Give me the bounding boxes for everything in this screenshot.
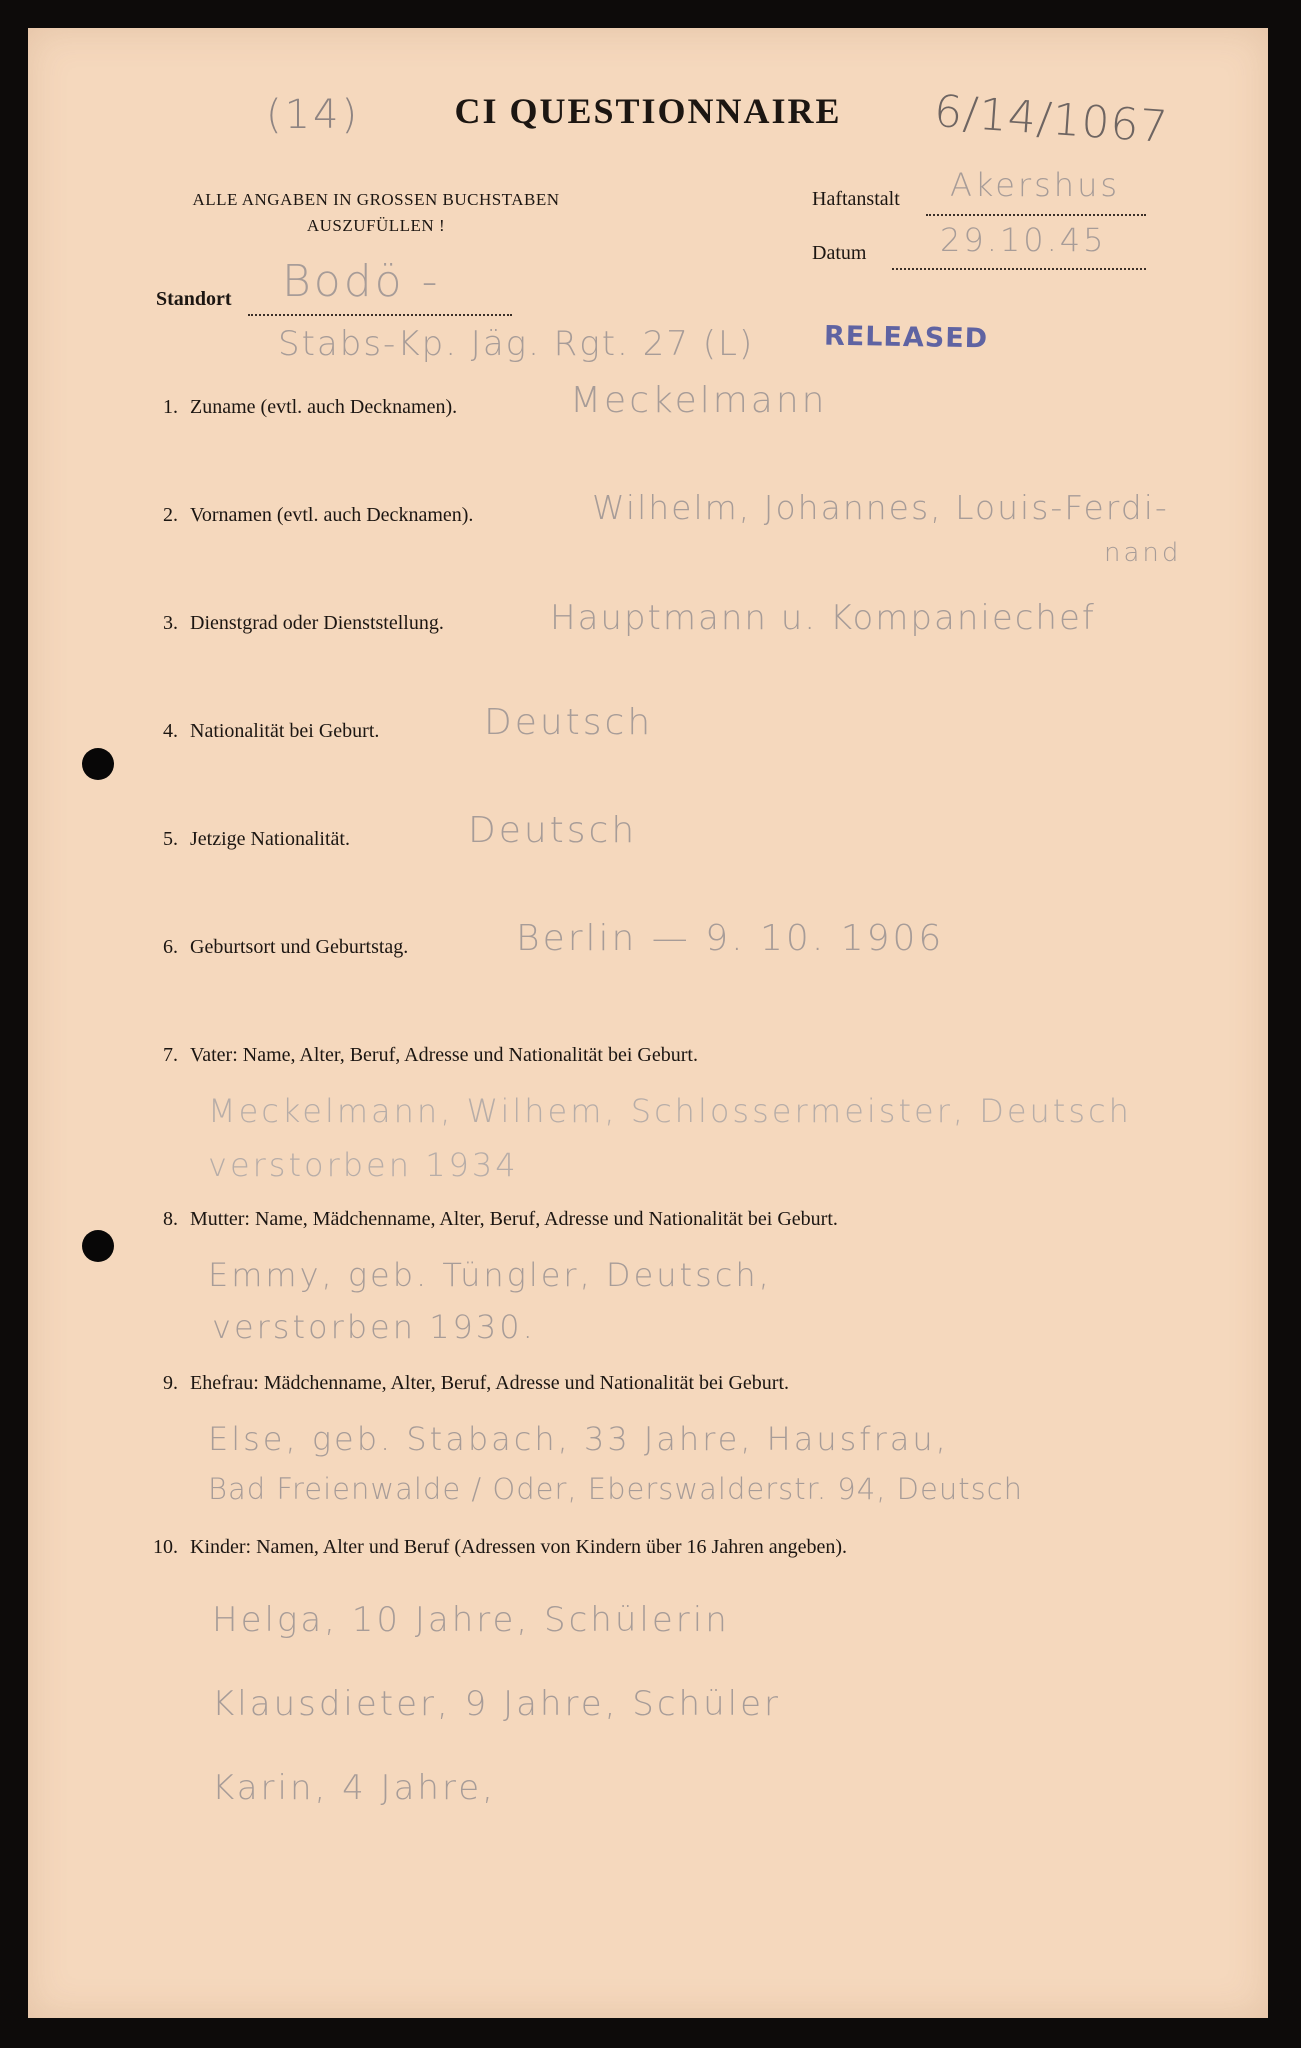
instruction-line-1: ALLE ANGABEN IN GROSSEN BUCHSTABEN bbox=[192, 190, 560, 209]
datum-label: Datum bbox=[812, 242, 867, 264]
question-4-label: 4. Nationalität bei Geburt. bbox=[163, 720, 380, 742]
question-10-answer-line3: Karin, 4 Jahre, bbox=[212, 1768, 496, 1808]
question-1-label: 1. Zuname (evtl. auch Decknamen). bbox=[163, 396, 458, 418]
haftanstalt-line bbox=[926, 204, 1146, 216]
file-reference: 6/14/1067 bbox=[932, 85, 1171, 154]
question-10-answer-line1: Helga, 10 Jahre, Schülerin bbox=[212, 1600, 730, 1640]
question-7-label: 7. Vater: Name, Alter, Beruf, Adresse und Nationalität bei Geburt. bbox=[163, 1044, 698, 1066]
question-8-label: 8. Mutter: Name, Mädchenname, Alter, Beruf, Adresse und Nationalität bei Geburt. bbox=[163, 1208, 838, 1230]
datum-value: 29.10.45 bbox=[940, 221, 1107, 259]
question-5-label: 5. Jetzige Nationalität. bbox=[163, 828, 350, 850]
haftanstalt-label: Haftanstalt bbox=[812, 188, 900, 210]
question-7-answer-line2: verstorben 1934 bbox=[208, 1146, 519, 1184]
question-6-label: 6. Geburtsort und Geburtstag. bbox=[163, 936, 409, 958]
standort-label: Standort bbox=[156, 288, 232, 310]
corner-number: (14) bbox=[266, 92, 361, 138]
question-7-answer-line1: Meckelmann, Wilhem, Schlossermeister, Deutsch bbox=[208, 1092, 1132, 1130]
datum-line bbox=[892, 258, 1146, 270]
haftanstalt-value: Akershus bbox=[950, 166, 1121, 204]
question-10-answer-line2: Klausdieter, 9 Jahre, Schüler bbox=[212, 1684, 781, 1724]
question-10-label: 10. Kinder: Namen, Alter und Beruf (Adressen von Kindern über 16 Jahren angeben). bbox=[153, 1536, 848, 1558]
questionnaire-page bbox=[28, 28, 1268, 2018]
question-1-answer: Meckelmann bbox=[570, 380, 828, 421]
standort-value-line1: Bodö - bbox=[282, 256, 441, 307]
released-stamp: RELEASED bbox=[823, 320, 989, 355]
question-8-answer-line2: verstorben 1930. bbox=[212, 1308, 536, 1346]
standort-value-line2: Stabs-Kp. Jäg. Rgt. 27 (L) bbox=[278, 324, 755, 364]
page-title: CI QUESTIONNAIRE bbox=[454, 91, 842, 131]
question-2-answer: Wilhelm, Johannes, Louis-Ferdi- bbox=[592, 488, 1169, 527]
question-8-answer-line1: Emmy, geb. Tüngler, Deutsch, bbox=[208, 1256, 772, 1294]
question-4-answer: Deutsch bbox=[484, 702, 654, 743]
punch-hole-top bbox=[82, 748, 114, 780]
question-3-label: 3. Dienstgrad oder Dienststellung. bbox=[163, 612, 444, 634]
question-9-label: 9. Ehefrau: Mädchenname, Alter, Beruf, Adresse und Nationalität bei Geburt. bbox=[163, 1372, 790, 1394]
instruction-line-2: AUSZUFÜLLEN ! bbox=[306, 216, 446, 235]
question-9-answer-line2: Bad Freienwalde / Oder, Eberswalderstr. 94, Deutsch bbox=[208, 1472, 1023, 1506]
question-9-answer-line1: Else, geb. Stabach, 33 Jahre, Hausfrau, bbox=[208, 1420, 949, 1458]
question-2-label: 2. Vornamen (evtl. auch Decknamen). bbox=[163, 504, 474, 526]
question-3-answer: Hauptmann u. Kompaniechef bbox=[550, 598, 1096, 638]
punch-hole-bottom bbox=[82, 1230, 114, 1262]
question-6-answer: Berlin — 9. 10. 1906 bbox=[516, 918, 945, 959]
question-5-answer: Deutsch bbox=[468, 810, 638, 851]
question-2-answer-continued: nand bbox=[1104, 538, 1182, 568]
